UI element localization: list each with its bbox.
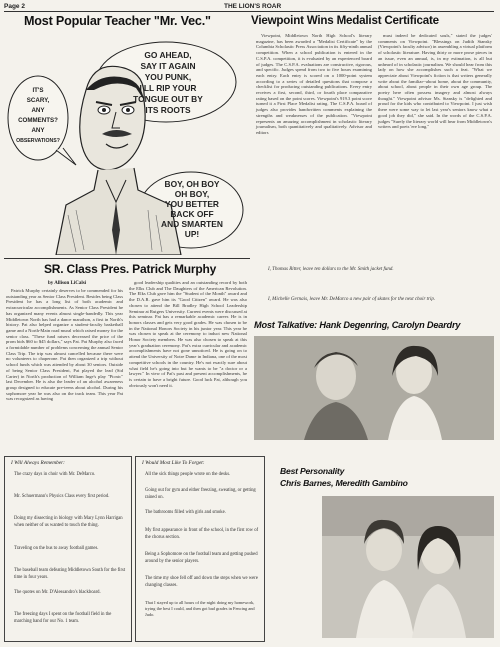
viewpoint-col2-text: must indeed be dedicated souls," stated the judges' comments on Viewpoint. "Blessings on Judith Stansky (Viewpoint's faculty advisor) in assembling a virtual platform of scholastic literature. Having thirty or more prose pieces in an issue, even an annual, is, in my estimation, is all but unheard of in scholastic journalism. We should hear from this lady on how she accomplishes such a feat. "What we appreciate about Viewpoint's fiction is that writers generally write about the familiar--about home, about the community, about school, about people in their own age group. The poetry here often possess imagery and almost always thought." Viewpoint advisor Ms. Stansky is "delighted and proud for the kids who contributed to Viewpoint. I just wish there were some way to let last year's seniors know what a good job they did," she said. In the words of the C.S.P.A. judges "Surely the literary world will hear from Middletown's writers and poets 'ere long." (378, 33, 492, 130)
bubble-line: SAY IT AGAIN (140, 61, 196, 71)
viewpoint-col1 (256, 33, 372, 136)
bubble-line: COMMENTS? (18, 117, 58, 124)
paper-title: THE LION'S ROAR (224, 3, 282, 10)
talkative-headline: Most Talkative: Hank Degenring, Carolyn Deardry (254, 320, 461, 330)
president-col1 (6, 288, 123, 402)
president-byline: by Allison LiCalsi (48, 281, 87, 286)
remember-item: Mr. Schuermann's Physics Class every first period. (14, 494, 110, 499)
forget-item: My first appearance in front of the school, in the first row of the chorus section. (145, 528, 259, 540)
remember-item: The baseball team defeating Middletown South for the first time in four years. (14, 568, 126, 580)
note-gernais: I, Michelle Gernais, leave Mr. DeMarco a new pair of skates for the next choir trip. (268, 297, 436, 302)
president-headline: SR. Class Pres. Patrick Murphy (44, 262, 217, 276)
forget-item: Going out for gym and either freezing, sweating, or getting rained on. (145, 488, 256, 500)
remember-item: The quotes on Mr. D'Alessandro's blackboard. (14, 590, 101, 595)
teacher-cartoon (6, 30, 246, 255)
forget-item: The time my shoe fell off and down the steps when we were changing classes. (145, 576, 258, 588)
note-ritter: I, Thomas Ritter, leave ten dollars to the Mr. Smith jacket fund. (268, 267, 394, 272)
page-number: Page 2 (4, 3, 25, 10)
viewpoint-col1-text: Viewpoint, Middletown North High School's literary magazine, has been awarded a "Medalist Certificate" by the Columbia Scholastic Press Association in its fifty-ninth annual competition. When a school publication is entered in the C.S.P.A. competition, it is evaluated by an experienced board of judges. The C.S.P.A. evaluations are constructive, rigorous, and specific. Judges spend from two to five hours examining each entry. Each entry is scored on a 1000-point system according to a series of detailed questions that compose a checklist for producing outstanding publications. Every entry receives a first, second, third, or fourth place comparative rating based on the point scores. Viewpoint's 919.3 point score turned it a First Place Medalist rating. The C.S.P.A. board of judges also provides handwritten comments explaining the strengths and weaknesses of the publication. "Viewpoint represents an amazing accomplishment in scholastic literary journalism, both quantitatively and qualitatively. Advisor and editors (256, 33, 372, 135)
forget-item: All the sick things people wrote on the desks. (145, 472, 231, 477)
bubble-line: UP! (184, 229, 200, 239)
bubble-line: ITS ROOTS (145, 105, 191, 115)
forget-title: I Would Most Like To Forget: (142, 460, 205, 466)
remember-item: The crazy days in choir with Mr. DeMarco. (14, 472, 96, 477)
president-col2 (129, 280, 247, 388)
bubble-line: OBSERVATIONS? (16, 138, 60, 144)
bubble-line: YOU PUNK, (144, 72, 192, 82)
teacher-headline: Most Popular Teacher "Mr. Vec." (24, 14, 211, 28)
forget-item: That I stayed up to all hours of the night doing my homework, trying the best I could, and then got bad grades in Fencing and Judo. (145, 600, 255, 617)
remember-item: Traveling on the bus to away football games. (14, 546, 99, 551)
bubble-line: BACK OFF (170, 209, 214, 219)
talkative-photo (254, 336, 494, 440)
bubble-line: IT'S (32, 87, 44, 94)
bubble-line: GO AHEAD, (144, 50, 192, 60)
president-col1-text: Patrick Murphy certainly deserves to be commended for his outstanding year as Senior Class President. Besides being Class President he has a long list of both academic and extracurricular accomplishments. As Senior Class President he has organized many events almost single-handedly. This year Middletown North has had a dance marathon, a first in North's history. Pat also helped organize a student-faculty basketball game and a North-Main road mural which raised money for the senior class. "These fund raisers decreased the price of the prom bids $60 to $45 dollars," says Pat. Pat Murphy also faced a formidable number of problems concerning the annual Senior Class Trip. The trip was almost cancelled because there were no volunteers to chaperone. Pat then organized a trip without school funds which was attended by about 30 seniors. Outside of being Senior Class President, Pat played the lead (Sid Carter) in North's production of William Inge's play "Picnic" last December. He is also the leader of an alcohol awareness group designed to educate pre-teens about alcohol. During his sophomore year he was also on the track team. This year Pat was recognized as having (6, 288, 123, 402)
personality-photo (322, 496, 494, 638)
viewpoint-col2 (378, 33, 492, 130)
viewpoint-headline: Viewpoint Wins Medalist Certificate (251, 14, 439, 27)
bubble-line: BOY, OH BOY (164, 179, 220, 189)
personality-line2: Chris Barnes, Meredith Gambino (280, 478, 408, 488)
bubble-line: I'LL RIP YOUR (139, 83, 197, 93)
remember-title: I Will Always Remember: (11, 460, 65, 466)
bubble-line: TONGUE OUT BY (133, 94, 203, 104)
bubble-line: YOU BETTER (165, 199, 219, 209)
forget-item: The bathrooms filled with girls and smoke. (145, 510, 226, 515)
remember-item: Doing my dissecting in biology with Mary Lynn Harrigan when neither of us wanted to touch the thing. (14, 516, 123, 528)
header-rule (4, 11, 494, 12)
bubble-line: ANY (31, 107, 45, 114)
personality-line1: Best Personality (280, 466, 345, 476)
bubble-line: SCARY, (26, 97, 50, 104)
section-rule (4, 258, 250, 259)
bubble-line: ANY (31, 127, 45, 134)
president-col2-text: good leadership qualities and an outstanding record by both the Elks Club and The Daughters of the American Revolution. The Elks Club gave him the "Student of the Month" award and the D.A.R. gave him its "Good Citizen" award. He was also chosen to attend the Bill Bradley High School Leadership Seminar at Rutgers University. Current events were discussed at this seminar. Pat has a remarkable academic career. He is in honors classes and gets very good grades. He was chosen to be in the National Honors Society in his junior year. This year he was chosen to speak at the ceremony to induct new National Honor Society members. He was also chosen to speak at this year's graduation ceremony. Pat's extra curricular and academic accomplishments have not gone unnoticed. He is going on to attend the University of Notre Dame in Indiana, one of the most competitive schools in the country. He's not exactly sure about what field he's going into but he wants to be "a doctor or a lawyer." In view of Pat's past and present accomplishments, he is certain to have a bright future. Good luck Pat, although you obviously won't need it. (129, 280, 247, 388)
bubble-line: AND SMARTEN (161, 219, 223, 229)
forget-item: Being a Sophomore on the football team and getting pushed around by the senior players. (145, 552, 258, 564)
bubble-line: OH BOY, (174, 189, 210, 199)
remember-item: The freezing days I spent on the football field in the marching band for our No. 1 team. (14, 612, 112, 624)
